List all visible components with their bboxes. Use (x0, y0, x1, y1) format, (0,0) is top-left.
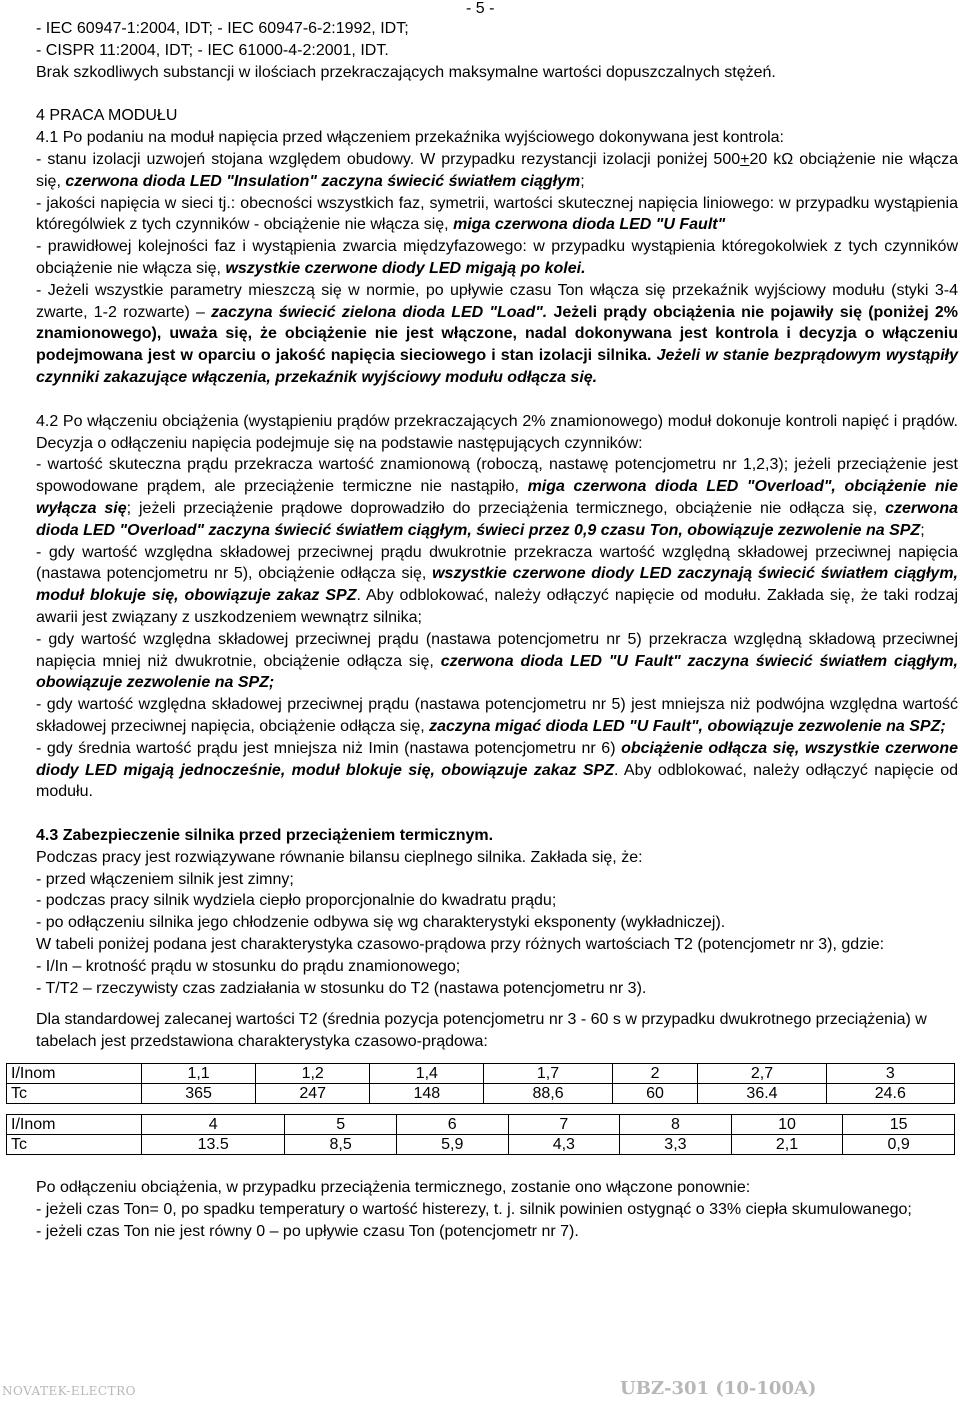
table-cell: 60 (612, 1084, 698, 1104)
section-4-3-line-5: W tabeli poniżej podana jest charakterystyka czasowo-prądowa przy różnych wartościach T2 (potencjometr nr 3), gdzie: (36, 936, 885, 954)
time-current-table-2 (6, 1114, 955, 1155)
section-4-3-line-4: - po odłączeniu silnika jego chłodzenie odbywa się wg charakterystyki eksponenty (wykładniczej). (36, 914, 726, 932)
after-table-line-3: - jeżeli czas Ton nie jest równy 0 – po upływie czasu Ton (potencjometr nr 7). (36, 1222, 579, 1240)
paragraph-4-2-negative-seq-normal: - gdy wartość względna składowej przeciwnej prądu (nastawa potencjometru nr 5) jest mniejsza niż podwójna względna wartość składowej przeciwnej napięcia, obciążenie odłącza się, zaczyna migać dioda LED "U Fault", obowiązuje zezwolenie na SPZ; (36, 696, 958, 735)
table-cell: 8,5 (285, 1135, 397, 1155)
section-4-3-line-1: Podczas pracy jest rozwiązywane równanie bilansu cieplnego silnika. Zakłada się, że: (36, 848, 643, 866)
paragraph-4-2-negative-seq-double: - gdy wartość względna składowej przeciwnej prądu dwukrotnie przekracza wartość względną składowej przeciwnej napięcia (nastawa potencjometru nr 5), obciążenie odłącza się, wszystkie czerwone diody LED zaczynają świecić światłem ciągłym, moduł blokuje się, obowiązuje zakaz SPZ. Aby odblokować, należy odłączyć napięcie od modułu. Zakłada się, że taki rodzaj awarii jest związany z uszkodzeniem wewnątrz silnika; (36, 543, 959, 626)
paragraph-4-1-phase-order: - prawidłowej kolejności faz i wystąpienia zwarcia międzyfazowego: w przypadku wystąpienia któregokolwiek z tych czynników obciążenie nie włącza się, wszystkie czerwone diody LED migają po kolei. (36, 238, 958, 277)
table-cell: 7 (508, 1115, 620, 1135)
table-cell: 365 (142, 1084, 256, 1104)
time-current-table-1 (6, 1063, 955, 1104)
table-cell: 6 (396, 1115, 508, 1135)
section-4-3-heading: 4.3 Zabezpieczenie silnika przed przeciążeniem termicznym. (36, 827, 494, 845)
table-row (7, 1064, 955, 1084)
table-cell: 5,9 (396, 1135, 508, 1155)
page-number: - 5 - (466, 0, 495, 17)
paragraph-4-2-negative-seq-less: - gdy wartość względna składowej przeciwnej prądu (nastawa potencjometru nr 5) przekracza względną składową przeciwnej napięcia mniej niż dwukrotnie, obciążenie odłącza się, czerwona dioda LED "U Fault" zaczyna świecić światłem ciągłym, obowiązuje zezwolenie na SPZ; (36, 630, 959, 692)
footer-brand: NOVATEK-ELECTRO (2, 1384, 136, 1398)
standards-line-1: - IEC 60947-1:2004, IDT; - IEC 60947-6-2:1992, IDT; (36, 20, 409, 37)
table-cell: 8 (620, 1115, 732, 1135)
table-cell: I/Inom (7, 1064, 142, 1084)
table-cell: 1,2 (256, 1064, 370, 1084)
section-4-3-line-2: - przed włączeniem silnik jest zimny; (36, 870, 294, 888)
table-row (7, 1115, 955, 1135)
table-cell: 88,6 (484, 1084, 612, 1104)
paragraph-4-1-normal: - Jeżeli wszystkie parametry mieszczą się w normie, po upływie czasu Ton włącza się przekaźnik wyjściowy modułu (styki 3-4 zwarte, 1-2 rozwarte) – zaczyna świecić zielona dioda LED "Load". Jeżeli prądy obciążenia nie pojawiły się (poniżej 2% znamionowego), uważa się, że obciążenie nie jest włączone, nadal dokonywana jest kontrola i decyzja o włączeniu podejmowana jest w oparciu o jakość napięcia sieciowego i stan izolacji silnika. Jeżeli w stanie bezprądowym wystąpiły czynniki zakazujące włączenia, przekaźnik wyjściowy modułu odłącza się. (36, 281, 958, 386)
table-cell: 24.6 (826, 1084, 954, 1104)
table-cell: 4,3 (508, 1135, 620, 1155)
table-cell: I/Inom (7, 1115, 142, 1135)
table-cell: 13.5 (142, 1135, 285, 1155)
table-row (7, 1084, 955, 1104)
table-cell: Tc (7, 1135, 142, 1155)
table-cell: 2,1 (731, 1135, 843, 1155)
after-table-line-2: - jeżeli czas Ton= 0, po spadku temperatury o wartość histerezy, t. j. silnik powinien ostygnąć o 33% ciepła skumulowanego; (36, 1200, 912, 1218)
paragraph-4-2-intro: 4.2 Po włączeniu obciążenia (wystąpieniu prądów przekraczających 2% znamionowego) moduł dokonuje kontroli napięć i prądów. Decyzja o odłączeniu napięcia podejmuje się na podstawie następujących czynników: (36, 412, 958, 452)
paragraph-4-1-voltage-quality: - jakości napięcia w sieci tj.: obecności wszystkich faz, symetrii, wartości skutecznej napięcia liniowego: w przypadku wystąpienia którególwiek z tych czynników - obciążenie nie włącza się, miga czerwona dioda LED "U Fault" (36, 194, 958, 234)
paragraph-4-1-intro: 4.1 Po podaniu na moduł napięcia przed włączeniem przekaźnika wyjściowego dokonywana jest kontrola: (36, 129, 784, 147)
page-content (6, 18, 958, 1242)
table-cell: 2 (612, 1064, 698, 1084)
footer-model: UBZ-301 (10-100A) (620, 1378, 817, 1399)
table-row (7, 1135, 955, 1155)
section-heading: 4 PRACA MODUŁU (36, 107, 178, 125)
standards-line-2: - CISPR 11:2004, IDT; - IEC 61000-4-2:2001, IDT. (36, 41, 389, 59)
paragraph-4-1-insulation: - stanu izolacji uzwojeń stojana względem obudowy. W przypadku rezystancji izolacji poniżej 500+20 kΩ obciążenie nie włącza się, czerwona dioda LED "Insulation" zaczyna świecić światłem ciągłym; (36, 150, 959, 190)
after-table-line-1: Po odłączeniu obciążenia, w przypadku przeciążenia termicznego, zostanie ono włączone ponownie: (36, 1179, 751, 1197)
section-4-3-line-3: - podczas pracy silnik wydziela ciepło proporcjonalnie do kwadratu prądu; (36, 892, 557, 910)
table-cell: 1,4 (370, 1064, 484, 1084)
section-4-3-line-6: - I/In – krotność prądu w stosunku do prądu znamionowego; (36, 957, 461, 975)
table-cell: 15 (843, 1115, 955, 1135)
standards-line-3: Brak szkodliwych substancji w ilościach przekraczających maksymalne wartości dopuszczalnych stężeń. (36, 63, 776, 81)
table-cell: 0,9 (843, 1135, 955, 1155)
table-cell: 148 (370, 1084, 484, 1104)
section-4-3-line-8: Dla standardowej zalecanej wartości T2 (średnia pozycja potencjometru nr 3 - 60 s w przypadku dwukrotnego przeciążenia) w tabelach jest przedstawiona charakterystyka czasowo-prądowa: (36, 1011, 927, 1051)
table-cell: 5 (285, 1115, 397, 1135)
table-cell: 2,7 (698, 1064, 826, 1084)
table-cell: 3 (826, 1064, 954, 1084)
table-cell: 1,1 (142, 1064, 256, 1084)
table-cell: 1,7 (484, 1064, 612, 1084)
table-cell: 247 (256, 1084, 370, 1104)
page-footer (0, 1378, 960, 1408)
paragraph-4-2-overload: - wartość skuteczna prądu przekracza wartość znamionową (roboczą, nastawę potencjometru nr 1,2,3); jeżeli przeciążenie jest spowodowane prądem, ale przeciążenie termiczne nie nastąpiło, miga czerwona dioda LED "Overload", obciążenie nie wyłącza się; jeżeli przeciążenie prądowe doprowadziło do przeciążenia termicznego, obciążenie nie odłącza się, czerwona dioda LED "Overload" zaczyna świecić światłem ciągłym, świeci przez 0,9 czasu Ton, obowiązuje zezwolenie na SPZ; (36, 456, 959, 539)
table-cell: 3,3 (620, 1135, 732, 1155)
table-cell: 10 (731, 1115, 843, 1135)
table-cell: Tc (7, 1084, 142, 1104)
table-cell: 4 (142, 1115, 285, 1135)
paragraph-4-2-imin: - gdy średnia wartość prądu jest mniejsza niż Imin (nastawa potencjometru nr 6) obciążenie odłącza się, wszystkie czerwone diody LED migają jednocześnie, moduł blokuje się, obowiązuje zakaz SPZ. Aby odblokować, należy odłączyć napięcie od modułu. (36, 739, 958, 801)
table-cell: 36.4 (698, 1084, 826, 1104)
section-4-3-line-7: - T/T2 – rzeczywisty czas zadziałania w stosunku do T2 (nastawa potencjometru nr 3). (36, 979, 647, 997)
